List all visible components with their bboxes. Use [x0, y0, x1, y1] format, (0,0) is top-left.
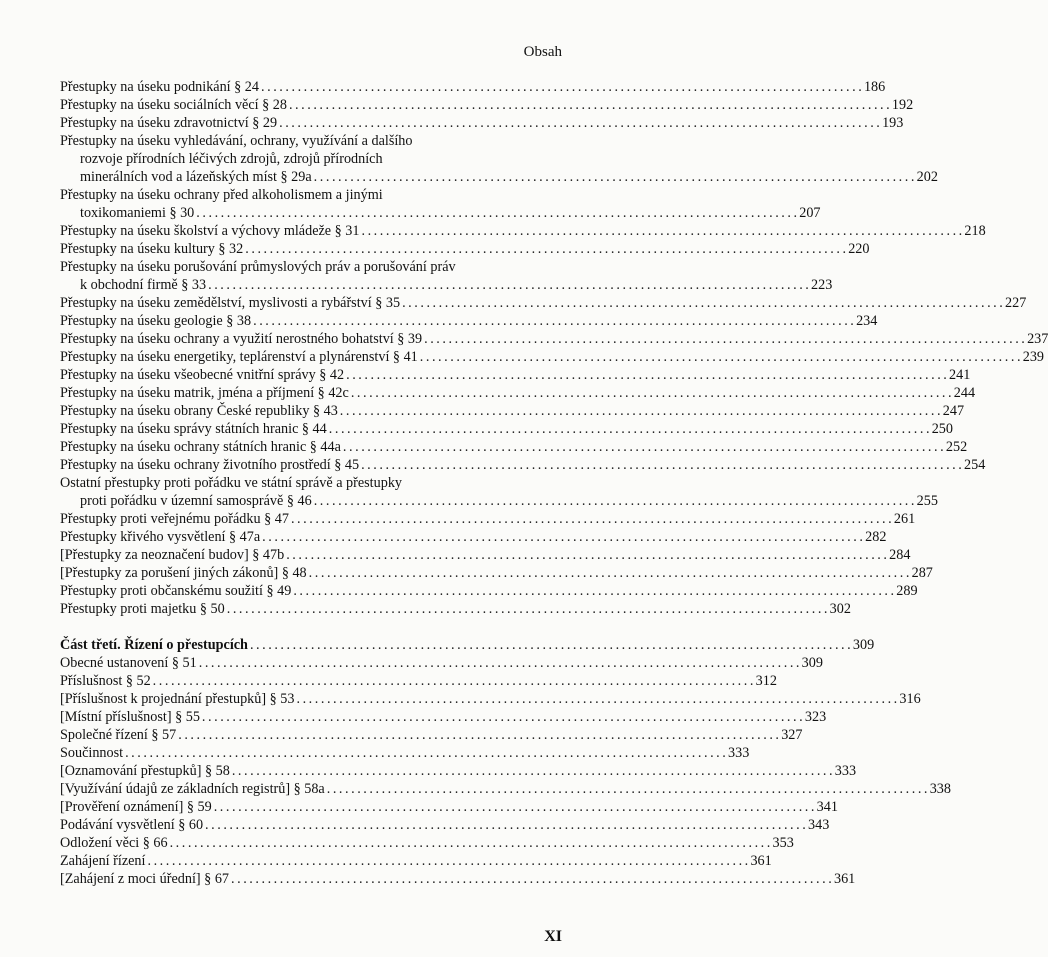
toc-entry-page: 239: [1022, 349, 1044, 365]
toc-entry-page: 289: [896, 583, 918, 599]
toc-entry-page: 241: [949, 367, 971, 383]
toc-entry-title: Přestupky na úseku všeobecné vnitřní správy § 42: [60, 367, 345, 383]
toc-entry-page: 227: [1005, 295, 1027, 311]
toc-entry-title-line: minerálních vod a lázeňských míst § 29a: [80, 169, 312, 185]
toc-entry-page: 247: [942, 403, 965, 419]
page-number: XI: [544, 928, 562, 945]
toc-entry-title: Přestupky proti občanskému soužití § 49: [60, 583, 292, 599]
toc-entry-title: Přestupky proti majetku § 50: [60, 601, 225, 617]
toc-entry-title-line: k obchodní firmě § 33: [80, 277, 207, 293]
toc-entry: [60, 726, 803, 744]
toc-entry-title: Přestupky na úseku energetiky, teplárenství a plynárenství § 41: [60, 349, 418, 365]
toc-entry: [60, 132, 938, 186]
toc-entry-page: 252: [945, 439, 968, 455]
part-heading-page: 309: [852, 637, 875, 653]
toc-entry-title: Přestupky na úseku školství a výchovy mládeže § 31: [60, 223, 360, 239]
toc-entry-title: [Příslušnost k projednání přestupků] § 53: [60, 691, 295, 707]
toc-entry: [60, 690, 921, 708]
toc-entry-page: 244: [953, 385, 976, 401]
dot-leader: [293, 582, 893, 600]
toc-entry-title: Přestupky na úseku ochrany a využití nerostného bohatství § 39: [60, 331, 423, 347]
toc-entry-page: 234: [856, 313, 878, 329]
toc-entry-page: 361: [750, 853, 772, 869]
toc-entry-title: Přestupky proti veřejnému pořádku § 47: [60, 511, 289, 527]
toc-entry: [60, 348, 1044, 366]
toc-entry: [60, 870, 856, 888]
toc-entry-title: Přestupky na úseku obrany České republiky § 43: [60, 403, 338, 419]
toc-entry: [60, 240, 870, 258]
toc-entry: [60, 312, 878, 330]
dot-leader: [314, 168, 914, 186]
toc-entry-title: Přestupky na úseku sociálních věcí § 28: [60, 97, 287, 113]
toc-entry-page: 343: [808, 817, 830, 833]
toc-entry: [60, 780, 951, 798]
toc-entry: [60, 564, 933, 582]
toc-entry-title: Přestupky na úseku podnikání § 24: [60, 79, 259, 95]
toc-entry-title: Podávání vysvětlení § 60: [60, 817, 204, 833]
toc-entry-page: 341: [816, 799, 838, 815]
toc-entry: [60, 366, 971, 384]
toc-entry: [60, 744, 750, 762]
dot-leader: [205, 816, 805, 834]
toc-entry-title: [Oznamování přestupků] § 58: [60, 763, 230, 779]
toc-entry-title: Přestupky na úseku geologie § 38: [60, 313, 252, 329]
dot-leader: [227, 600, 827, 618]
toc-entry-page: 202: [916, 169, 938, 185]
dot-leader: [329, 420, 929, 438]
toc-entry: [60, 816, 830, 834]
dot-leader: [153, 672, 753, 690]
dot-leader: [296, 690, 896, 708]
toc-entry-title: Odložení věci § 66: [60, 835, 168, 851]
toc-entry-title: Přestupky na úseku matrik, jména a příjmení § 42c: [60, 385, 349, 401]
toc-entry-title: Přestupky křivého vysvětlení § 47a: [60, 529, 261, 545]
toc-entry-page: 323: [804, 709, 827, 725]
toc-entry-title: [Prověření oznámení] § 59: [60, 799, 212, 815]
dot-leader: [309, 564, 909, 582]
part-heading-title: Část třetí. Řízení o přestupcích: [60, 637, 248, 653]
toc-entry-title-line: Přestupky na úseku ochrany před alkoholismem a jinými: [60, 187, 383, 203]
dot-leader: [231, 870, 831, 888]
toc-entry: [60, 510, 916, 528]
toc-entry: [60, 852, 772, 870]
table-of-contents: [60, 78, 1048, 888]
toc-entry-page: 255: [916, 493, 938, 509]
toc-entry-title-line: Ostatní přestupky proti pořádku ve státní správě a přestupky: [60, 475, 403, 491]
toc-entry-title: Přestupky na úseku ochrany životního prostředí § 45: [60, 457, 360, 473]
toc-entry-page: 316: [899, 691, 921, 707]
dot-leader: [208, 276, 808, 294]
dot-leader: [279, 114, 879, 132]
dot-leader: [250, 636, 850, 654]
toc-entry-title: Přestupky na úseku zemědělství, myslivosti a rybářství § 35: [60, 295, 401, 311]
toc-entry-title: Společné řízení § 57: [60, 727, 177, 743]
dot-leader: [232, 762, 832, 780]
toc-entry-title-line: Přestupky na úseku vyhledávání, ochrany, využívání a dalšího: [60, 133, 413, 149]
toc-entry: [60, 708, 827, 726]
dot-leader: [147, 852, 747, 870]
section-gap: [60, 618, 558, 636]
toc-entry-page: 361: [833, 871, 856, 887]
toc-entry-page: 218: [964, 223, 986, 239]
toc-entry: [60, 294, 1027, 312]
toc-entry-page: 261: [893, 511, 916, 527]
toc-entry: [60, 528, 887, 546]
toc-entry-title: Přestupky na úseku správy státních hranic § 44: [60, 421, 327, 437]
part-heading: [60, 636, 875, 654]
toc-entry: [60, 582, 918, 600]
toc-entry: [60, 834, 794, 852]
toc-entry-page: 223: [811, 277, 833, 293]
toc-entry-title: [Zahájení z moci úřední] § 67: [60, 871, 230, 887]
dot-leader: [125, 744, 725, 762]
dot-leader: [340, 402, 940, 420]
toc-entry-title: Zahájení řízení: [60, 853, 146, 869]
dot-leader: [199, 654, 799, 672]
toc-entry-page: 302: [829, 601, 851, 617]
toc-entry-page: 250: [931, 421, 953, 437]
dot-leader: [343, 438, 943, 456]
toc-entry-page: 338: [929, 781, 951, 797]
dot-leader: [361, 222, 961, 240]
toc-entry: [60, 672, 777, 690]
toc-entry-title: Přestupky na úseku ochrany státních hranic § 44a: [60, 439, 341, 455]
toc-entry-page: 207: [799, 205, 821, 221]
toc-entry-title: Přestupky na úseku kultury § 32: [60, 241, 244, 257]
toc-entry-title-line: rozvoje přírodních léčivých zdrojů, zdrojů přírodních: [80, 151, 383, 167]
toc-entry-title-line: Přestupky na úseku porušování průmyslových práv a porušování práv: [60, 259, 456, 275]
dot-leader: [214, 798, 814, 816]
toc-entry-title: Obecné ustanovení § 51: [60, 655, 197, 671]
toc-entry: [60, 330, 1048, 348]
dot-leader: [286, 546, 886, 564]
dot-leader: [314, 492, 914, 510]
toc-entry-page: 220: [848, 241, 870, 257]
dot-leader: [262, 528, 862, 546]
toc-entry-page: 333: [728, 745, 750, 761]
toc-entry-page: 186: [863, 79, 886, 95]
dot-leader: [420, 348, 1020, 366]
dot-leader: [202, 708, 802, 726]
toc-entry: [60, 438, 968, 456]
toc-entry: [60, 420, 953, 438]
toc-entry-title: Součinnost: [60, 745, 124, 761]
running-header: Obsah: [523, 44, 562, 60]
dot-leader: [261, 78, 861, 96]
toc-entry-title: Příslušnost § 52: [60, 673, 151, 689]
toc-entry-title: [Přestupky za porušení jiných zákonů] § 48: [60, 565, 307, 581]
dot-leader: [291, 510, 891, 528]
toc-entry-title-line: toxikomaniemi § 30: [80, 205, 195, 221]
toc-entry-page: 284: [889, 547, 911, 563]
dot-leader: [351, 384, 951, 402]
dot-leader: [327, 780, 927, 798]
toc-entry: [60, 222, 986, 240]
toc-entry-page: 282: [865, 529, 887, 545]
toc-entry-title: [Místní příslušnost] § 55: [60, 709, 200, 725]
dot-leader: [196, 204, 796, 222]
toc-entry: [60, 600, 851, 618]
dot-leader: [346, 366, 946, 384]
toc-entry-page: 309: [801, 655, 823, 671]
toc-entry: [60, 186, 821, 222]
dot-leader: [402, 294, 1002, 312]
dot-leader: [170, 834, 770, 852]
toc-entry: [60, 474, 938, 510]
toc-entry: [60, 402, 965, 420]
toc-entry: [60, 456, 986, 474]
toc-entry-page: 193: [882, 115, 904, 131]
dot-leader: [245, 240, 845, 258]
toc-entry: [60, 384, 976, 402]
toc-entry-page: 333: [834, 763, 857, 779]
dot-leader: [361, 456, 961, 474]
toc-entry: [60, 762, 857, 780]
toc-entry-page: 254: [964, 457, 986, 473]
toc-entry-title: [Přestupky za neoznačení budov] § 47b: [60, 547, 285, 563]
toc-entry-page: 287: [911, 565, 933, 581]
toc-entry-title-line: proti pořádku v územní samosprávě § 46: [80, 493, 312, 509]
toc-entry: [60, 96, 914, 114]
toc-entry-page: 353: [772, 835, 794, 851]
toc-entry-page: 237: [1027, 331, 1048, 347]
dot-leader: [178, 726, 778, 744]
toc-entry: [60, 258, 833, 294]
toc-entry-page: 192: [891, 97, 914, 113]
toc-entry: [60, 654, 823, 672]
toc-entry-title: Přestupky na úseku zdravotnictví § 29: [60, 115, 278, 131]
toc-entry-page: 327: [781, 727, 803, 743]
toc-entry: [60, 546, 911, 564]
toc-entry: [60, 78, 886, 96]
toc-entry: [60, 798, 838, 816]
toc-entry: [60, 114, 904, 132]
dot-leader: [289, 96, 889, 114]
dot-leader: [253, 312, 853, 330]
toc-entry-page: 312: [755, 673, 777, 689]
dot-leader: [424, 330, 1024, 348]
toc-entry-title: [Využívání údajů ze základních registrů] § 58a: [60, 781, 325, 797]
